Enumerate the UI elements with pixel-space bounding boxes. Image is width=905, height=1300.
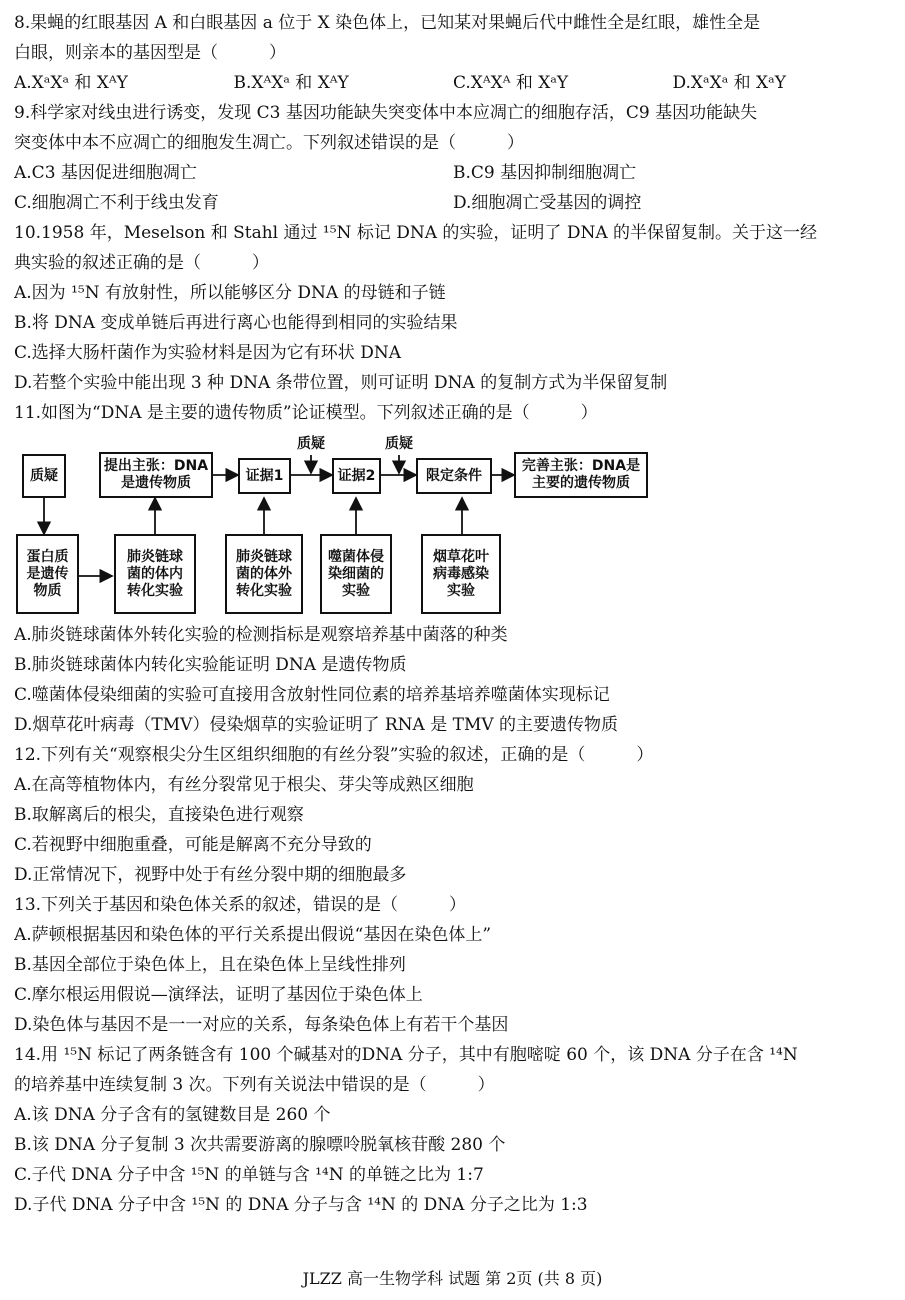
exam-page	[14, 8, 892, 1220]
q12-option-d: D.正常情况下，视野中处于有丝分裂中期的细胞最多	[14, 865, 407, 885]
page-footer: JLZZ 高一生物学科 试题 第 2页 (共 8 页)	[302, 1269, 603, 1288]
diagram-top-label-1: 质疑	[297, 436, 325, 452]
q13-stem: 13.下列关于基因和染色体关系的叙述，错误的是（ ）	[14, 895, 467, 915]
diagram-box-evidence-2: 证据2	[332, 458, 381, 494]
q14-option-c: C.子代 DNA 分子中含 ¹⁵N 的单链与含 ¹⁴N 的单链之比为 1:7	[14, 1165, 484, 1185]
q10-option-d: D.若整个实验中能出现 3 种 DNA 条带位置，则可证明 DNA 的复制方式为半保留复制	[14, 373, 668, 393]
q11-stem: 11.如图为“DNA 是主要的遗传物质”论证模型。下列叙述正确的是（ ）	[14, 403, 598, 423]
q11-option-d: D.烟草花叶病毒（TMV）侵染烟草的实验证明了 RNA 是 TMV 的主要遗传物质	[14, 715, 619, 735]
diagram-box-in-vitro: 肺炎链球 菌的体外 转化实验	[225, 534, 303, 614]
q12-stem: 12.下列有关“观察根尖分生区组织细胞的有丝分裂”实验的叙述，正确的是（ ）	[14, 745, 654, 765]
diagram-box-protein: 蛋白质 是遗传 物质	[16, 534, 79, 614]
q9-option-a: A.C3 基因促进细胞凋亡	[14, 163, 197, 183]
q10-stem-line2: 典实验的叙述正确的是（ ）	[14, 253, 269, 273]
q8-option-c: C.XᴬXᴬ 和 XᵃY	[453, 73, 569, 93]
q10-option-b: B.将 DNA 变成单链后再进行离心也能得到相同的实验结果	[14, 313, 458, 333]
q10-option-a: A.因为 ¹⁵N 有放射性，所以能够区分 DNA 的母链和子链	[14, 283, 446, 303]
q9-option-c: C.细胞凋亡不利于线虫发育	[14, 193, 219, 213]
diagram-box-tmv: 烟草花叶 病毒感染 实验	[421, 534, 501, 614]
q8-option-b: B.XᴬXᵃ 和 XᴬY	[233, 73, 349, 93]
q12-option-c: C.若视野中细胞重叠，可能是解离不充分导致的	[14, 835, 372, 855]
q14-stem-line1: 14.用 ¹⁵N 标记了两条链含有 100 个碱基对的DNA 分子，其中有胞嘧啶 60 个，该 DNA 分子在含 ¹⁴N	[14, 1045, 798, 1065]
q13-option-c: C.摩尔根运用假说—演绎法，证明了基因位于染色体上	[14, 985, 423, 1005]
q9-option-b: B.C9 基因抑制细胞凋亡	[453, 163, 637, 183]
q9-options-cd	[14, 188, 892, 218]
diagram-box-question: 质疑	[22, 454, 66, 498]
q14-option-a: A.该 DNA 分子含有的氢键数目是 260 个	[14, 1105, 331, 1125]
diagram-box-limit: 限定条件	[416, 458, 492, 494]
q13-option-b: B.基因全部位于染色体上，且在染色体上呈线性排列	[14, 955, 406, 975]
q9-stem-line2: 突变体中本不应凋亡的细胞发生凋亡。下列叙述错误的是（ ）	[14, 133, 524, 153]
diagram-box-evidence-1: 证据1	[238, 458, 291, 494]
q8-option-a: A.XᵃXᵃ 和 XᴬY	[14, 73, 128, 93]
q9-option-d: D.细胞凋亡受基因的调控	[453, 193, 642, 213]
q8-option-d: D.XᵃXᵃ 和 XᵃY	[672, 73, 786, 93]
diagram-top-label-2: 质疑	[385, 436, 413, 452]
diagram-box-phage: 噬菌体侵 染细菌的 实验	[320, 534, 392, 614]
diagram-box-claim: 提出主张：DNA 是遗传物质	[99, 452, 213, 498]
diagram-box-final-claim: 完善主张：DNA是 主要的遗传物质	[514, 452, 648, 498]
q8-stem-line1: 8.果蝇的红眼基因 A 和白眼基因 a 位于 X 染色体上，已知某对果蝇后代中雌性全是红眼，雄性全是	[14, 13, 761, 33]
q8-options	[14, 68, 892, 98]
q14-option-b: B.该 DNA 分子复制 3 次共需要游离的腺嘌呤脱氧核苷酸 280 个	[14, 1135, 506, 1155]
q9-options-ab	[14, 158, 892, 188]
argument-model-diagram	[14, 430, 892, 620]
q14-option-d: D.子代 DNA 分子中含 ¹⁵N 的 DNA 分子与含 ¹⁴N 的 DNA 分子之比为 1:3	[14, 1195, 588, 1215]
q12-option-b: B.取解离后的根尖，直接染色进行观察	[14, 805, 304, 825]
q12-option-a: A.在高等植物体内，有丝分裂常见于根尖、芽尖等成熟区细胞	[14, 775, 474, 795]
q11-option-b: B.肺炎链球菌体内转化实验能证明 DNA 是遗传物质	[14, 655, 407, 675]
q10-stem-line1: 10.1958 年，Meselson 和 Stahl 通过 ¹⁵N 标记 DNA 的实验，证明了 DNA 的半保留复制。关于这一经	[14, 223, 817, 243]
q13-option-a: A.萨顿根据基因和染色体的平行关系提出假说“基因在染色体上”	[14, 925, 492, 945]
q11-option-c: C.噬菌体侵染细菌的实验可直接用含放射性同位素的培养基培养噬菌体实现标记	[14, 685, 610, 705]
diagram-box-in-vivo: 肺炎链球 菌的体内 转化实验	[114, 534, 196, 614]
q9-stem-line1: 9.科学家对线虫进行诱变，发现 C3 基因功能缺失突变体中本应凋亡的细胞存活，C9 基因功能缺失	[14, 103, 758, 123]
q13-option-d: D.染色体与基因不是一一对应的关系，每条染色体上有若干个基因	[14, 1015, 509, 1035]
q8-stem-line2: 白眼，则亲本的基因型是（ ）	[14, 43, 286, 63]
q11-option-a: A.肺炎链球菌体外转化实验的检测指标是观察培养基中菌落的种类	[14, 625, 508, 645]
q14-stem-line2: 的培养基中连续复制 3 次。下列有关说法中错误的是（ ）	[14, 1075, 495, 1095]
q10-option-c: C.选择大肠杆菌作为实验材料是因为它有环状 DNA	[14, 343, 401, 363]
